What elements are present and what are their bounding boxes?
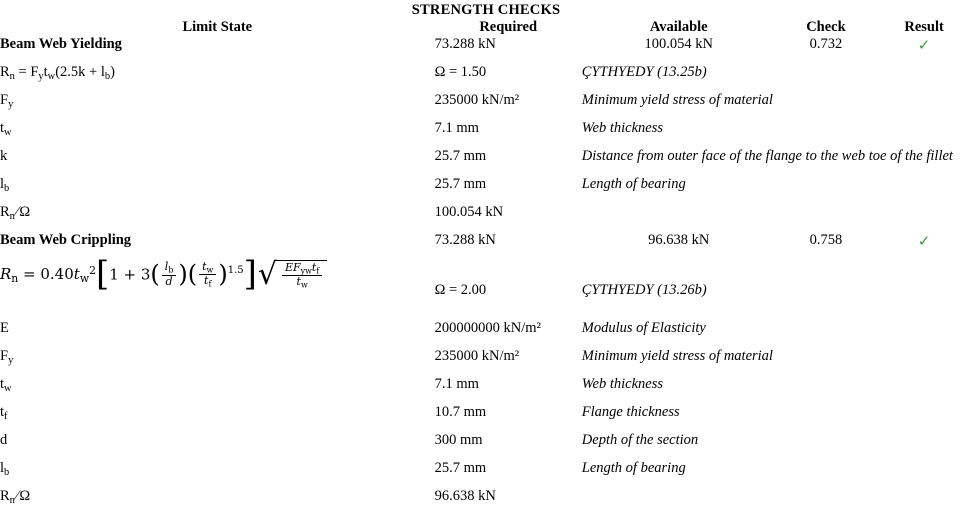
column-header-result: Result <box>904 19 944 35</box>
param-desc-lb-2: Length of bearing <box>581 460 686 476</box>
column-header-limit-state: Limit State <box>182 19 253 35</box>
param-symbol-rn-omega: $R_n∕\Omega$ <box>0 204 31 223</box>
param-value-lb-2: 25.7 mm <box>434 460 487 476</box>
param-value-tw-2: 7.1 mm <box>434 376 479 392</box>
param-value-tf: 10.7 mm <box>434 404 487 420</box>
strength-checks-table <box>0 19 972 516</box>
required-value-1: 73.288 kN <box>434 232 496 248</box>
param-symbol-fy: $F_y$ <box>0 92 14 111</box>
param-value-fy: 235000 kN/m² <box>434 92 520 108</box>
limit-state-name-0: Beam Web Yielding <box>0 36 122 52</box>
table-row <box>0 36 972 64</box>
param-symbol-e: E <box>0 320 9 336</box>
reference-code-1: ÇYTHYEDY (13.26b) <box>581 281 707 298</box>
column-header-available: Available <box>649 19 708 35</box>
param-desc-tf: Flange thickness <box>581 404 680 420</box>
required-value-0: 73.288 kN <box>434 36 496 52</box>
param-symbol-tw-2: $t_w$ <box>0 376 12 395</box>
table-row <box>0 460 972 488</box>
table-row <box>0 120 972 148</box>
formula-beam-web-yielding: $R_n = F_yt_w(2.5k + l_b)$ <box>0 64 115 83</box>
table-row <box>0 376 972 404</box>
param-symbol-fy-2: $F_y$ <box>0 348 14 367</box>
param-symbol-lb-2: $l_b$ <box>0 460 10 479</box>
param-symbol-tf: $t_f$ <box>0 404 8 423</box>
table-row <box>0 348 972 376</box>
column-header-check: Check <box>806 19 846 35</box>
table-row <box>0 176 972 204</box>
param-value-e: 200000000 kN/m² <box>434 320 541 336</box>
param-desc-tw: Web thickness <box>581 120 663 136</box>
available-value-1: 96.638 kN <box>648 232 710 248</box>
page-title: STRENGTH CHECKS <box>411 2 561 18</box>
table-row <box>0 320 972 348</box>
param-desc-rn-omega-0 <box>582 204 972 232</box>
param-symbol-lb: $l_b$ <box>0 176 10 195</box>
omega-value-0: Ω = 1.50 <box>434 64 487 80</box>
table-header-row <box>0 19 972 36</box>
result-status-1: ✓ <box>917 234 931 250</box>
check-value-0: 0.732 <box>809 36 843 52</box>
param-value-fy-2: 235000 kN/m² <box>434 348 520 364</box>
param-symbol-tw: $t_w$ <box>0 120 12 139</box>
table-row <box>0 64 972 92</box>
param-desc-rn-omega-1 <box>582 488 972 516</box>
param-symbol-d: d <box>0 432 8 448</box>
param-desc-k: Distance from outer face of the flange to the web toe of the fillet <box>581 148 953 164</box>
result-status-0: ✓ <box>917 38 931 54</box>
reference-code-0: ÇYTHYEDY (13.25b) <box>581 64 707 80</box>
formula-beam-web-crippling: $R_n = 0.40t_w^2[1 + 3$( $\frac{l_b}{d}$ )( $\frac{t_w}{t_f}$ )$^{1.5}$]√ $\frac{EF_{yw}t_f}{t_w}$ <box>0 260 435 320</box>
table-row <box>0 488 972 516</box>
param-value-rn-omega-0: 100.054 kN <box>434 204 504 220</box>
param-desc-d: Depth of the section <box>581 432 699 448</box>
param-value-d: 300 mm <box>434 432 483 448</box>
table-row <box>0 204 972 232</box>
param-desc-fy: Minimum yield stress of material <box>581 92 773 108</box>
available-value-0: 100.054 kN <box>644 36 713 52</box>
table-row <box>0 404 972 432</box>
table-row <box>0 432 972 460</box>
param-symbol-k: k <box>0 148 8 164</box>
param-value-lb: 25.7 mm <box>434 176 487 192</box>
check-value-1: 0.758 <box>809 232 843 248</box>
document-page <box>0 2 972 520</box>
table-row <box>0 260 972 320</box>
table-row <box>0 232 972 260</box>
param-desc-fy-2: Minimum yield stress of material <box>581 348 773 364</box>
param-symbol-rn-omega-2: $R_n∕\Omega$ <box>0 488 31 507</box>
omega-value-1: Ω = 2.00 <box>434 281 487 298</box>
column-header-required: Required <box>479 19 538 35</box>
param-desc-lb: Length of bearing <box>581 176 686 192</box>
param-value-k: 25.7 mm <box>434 148 487 164</box>
table-row <box>0 148 972 176</box>
param-desc-tw-2: Web thickness <box>581 376 663 392</box>
param-value-tw: 7.1 mm <box>434 120 479 136</box>
limit-state-name-1: Beam Web Crippling <box>0 232 132 248</box>
table-row <box>0 92 972 120</box>
param-desc-e: Modulus of Elasticity <box>581 320 706 336</box>
param-value-rn-omega-1: 96.638 kN <box>434 488 496 504</box>
